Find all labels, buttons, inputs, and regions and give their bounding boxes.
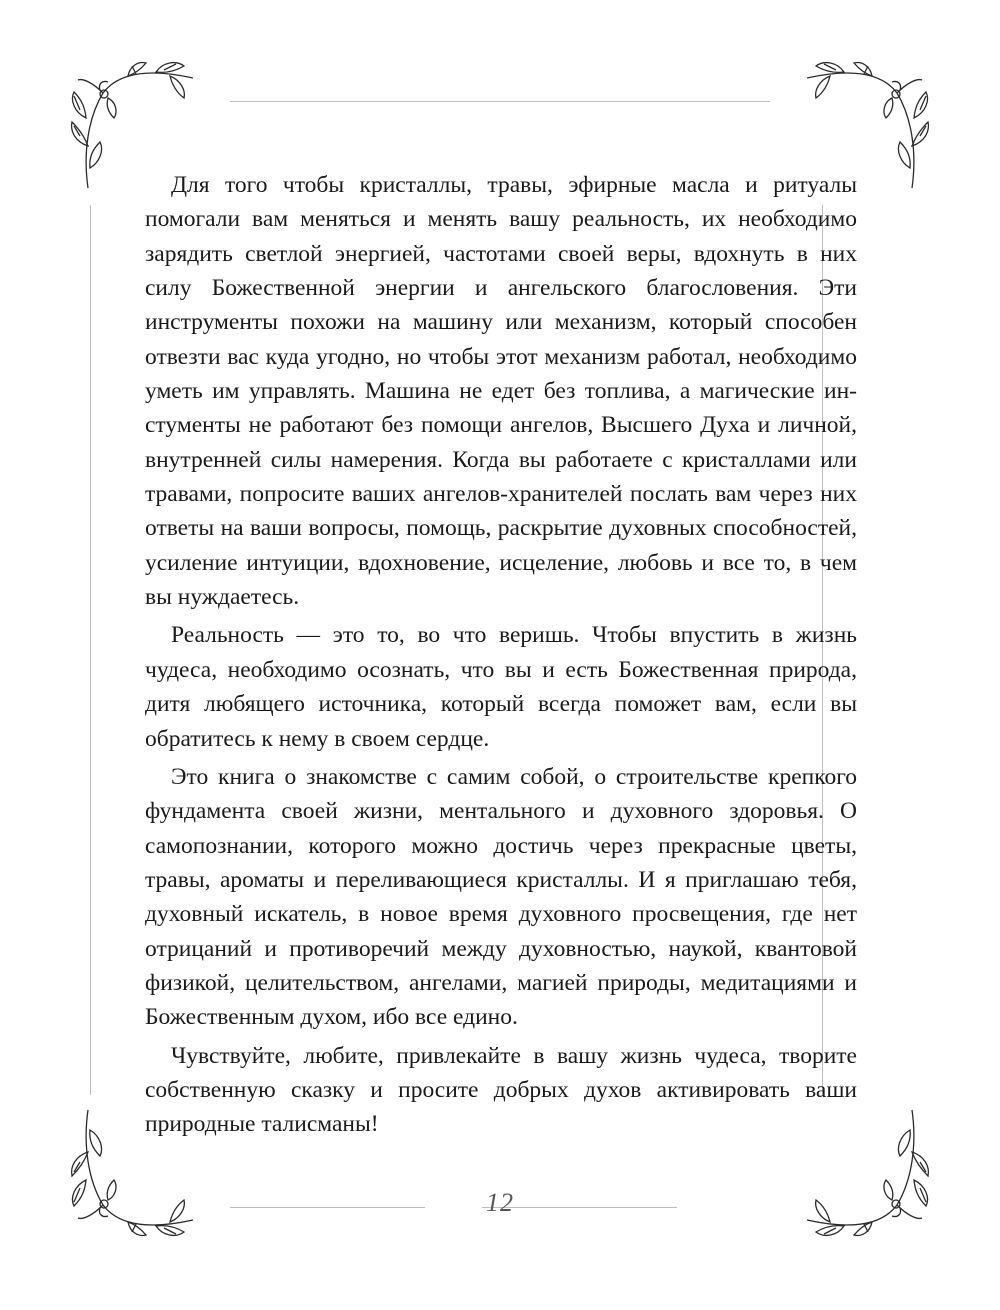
paragraph-4: Чувствуйте, любите, привлекайте в вашу жизнь чудеса, творите собственную сказку и просите добрых духов активировать ваши природные талисманы!	[145, 1042, 857, 1138]
left-frame-line	[90, 205, 91, 1095]
top-frame-line	[230, 101, 770, 102]
page-number: 12	[486, 1188, 514, 1217]
paragraph-2: Реальность — это то, во что веришь. Чтобы впустить в жизнь чудеса, необходимо осознать, что вы и есть Божественная природа, дитя любящего источника, который всегда поможет вам, если вы обратитесь к нему в своем сердце.	[145, 622, 857, 752]
paragraph-1: Для того чтобы кристаллы, травы, эфирные масла и ритуалы помогали вам меняться и менять вашу реальность, их необходимо зарядить светлой энергией, частотами своей веры, вдохнуть в них силу Божественной энергии и ангельского благословения. Эти инструменты похожи на машину или механизм, который способен отвезти вас куда угодно, но чтобы этот механизм работал, необходимо уметь им управлять. Машина не едет без топлива, а магические инстументы не работают без помощи ангелов, Высшего Духа и личной, внутренней силы намерения. Когда вы работаете с кристаллами или травами, попросите ваших ангелов-хранителей послать вам через них ответы на ваши вопросы, помощь, раскрытие духовных способностей, усиление интуиции, вдохновение, исцеление, любовь и все то, в чем вы нуждаетесь.	[145, 172, 857, 611]
body-text	[145, 168, 857, 1146]
paragraph-3: Это книга о знакомстве с самим собой, о строительстве крепкого фундамента своей жизни, ментального и духовного здоровья. О самопознании, которого можно достичь через прекрасные цветы, травы, ароматы и переливающиеся кристаллы. И я приглашаю тебя, духовный искатель, в новое время духовного просвещения, где нет отрицаний и противоречий между духовностью, наукой, квантовой физикой, целительством, ангелами, магией природы, медитациями и Божественным духом, ибо все едино.	[145, 763, 857, 1031]
